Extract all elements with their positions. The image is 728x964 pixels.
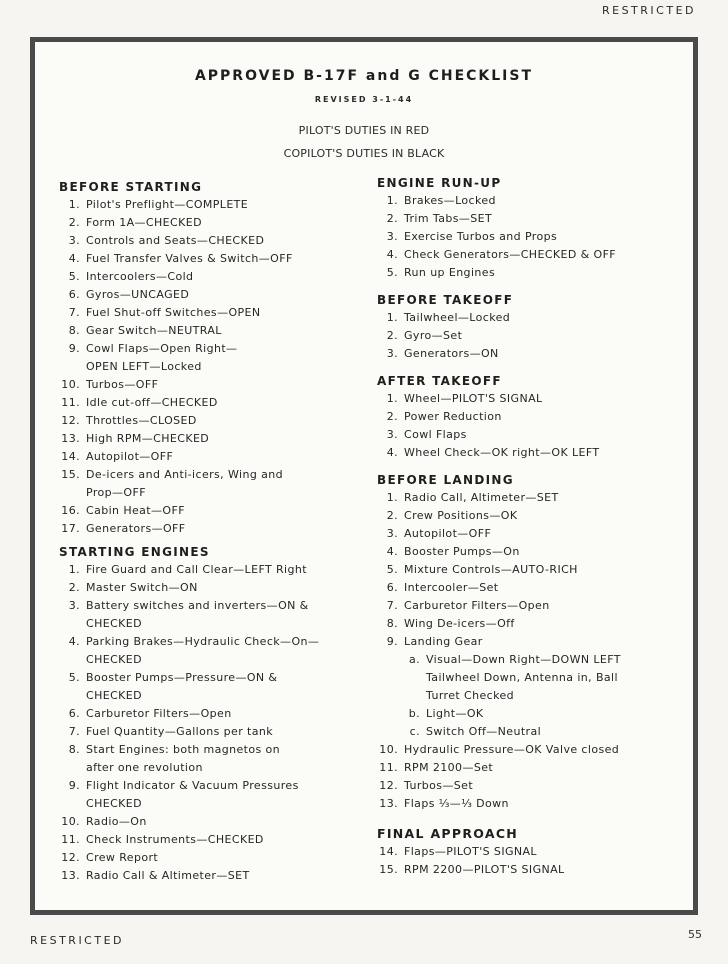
checklist-item bbox=[377, 525, 677, 543]
checklist-item bbox=[59, 669, 359, 705]
item-number: 9. bbox=[68, 342, 80, 355]
section-starting-engines bbox=[59, 543, 359, 885]
checklist-item bbox=[59, 412, 359, 430]
item-number: 4. bbox=[386, 446, 398, 459]
section-engine-run-up bbox=[377, 174, 677, 282]
item-text: Turbos—Set bbox=[404, 779, 474, 792]
pilot-duties-note: PILOT'S DUTIES IN RED bbox=[298, 124, 430, 137]
item-text: Parking Brakes—Hydraulic Check—On— CHECKED bbox=[86, 635, 320, 666]
copilot-duties-note: COPILOT'S DUTIES IN BLACK bbox=[283, 147, 445, 160]
checklist-item bbox=[377, 444, 677, 462]
checklist-item bbox=[377, 210, 677, 228]
item-number: 14. bbox=[61, 450, 80, 463]
checklist-item bbox=[59, 214, 359, 232]
checklist-item bbox=[59, 813, 359, 831]
item-number: 3. bbox=[68, 234, 80, 247]
item-number: 1. bbox=[386, 194, 398, 207]
item-text: Radio Call & Altimeter—SET bbox=[86, 869, 250, 882]
subitem-letter: b. bbox=[408, 707, 420, 720]
checklist-item bbox=[59, 268, 359, 286]
checklist-item bbox=[377, 843, 677, 861]
item-text: Landing Gear bbox=[404, 635, 483, 648]
item-text: Wheel Check—OK right—OK LEFT bbox=[404, 446, 600, 459]
item-number: 16. bbox=[61, 504, 80, 517]
item-number: 13. bbox=[61, 869, 80, 882]
item-text: Radio—On bbox=[86, 815, 147, 828]
checklist-item bbox=[377, 561, 677, 579]
item-text: RPM 2100—Set bbox=[404, 761, 494, 774]
item-number: 6. bbox=[68, 707, 80, 720]
section-heading: AFTER TAKEOFF bbox=[377, 374, 502, 388]
item-text: Controls and Seats—CHECKED bbox=[86, 234, 265, 247]
item-number: 14. bbox=[379, 845, 398, 858]
item-number: 6. bbox=[68, 288, 80, 301]
section-before-starting bbox=[59, 178, 359, 538]
item-number: 15. bbox=[379, 863, 398, 876]
item-number: 1. bbox=[386, 491, 398, 504]
item-number: 5. bbox=[68, 671, 80, 684]
item-text: Cowl Flaps—Open Right— OPEN LEFT—Locked bbox=[86, 342, 238, 373]
item-text: Flaps—PILOT'S SIGNAL bbox=[404, 845, 537, 858]
section-heading: BEFORE LANDING bbox=[377, 473, 514, 487]
item-text: Throttles—CLOSED bbox=[86, 414, 197, 427]
item-text: Cowl Flaps bbox=[404, 428, 467, 441]
checklist-item bbox=[377, 759, 677, 777]
checklist-items bbox=[59, 196, 359, 538]
item-number: 10. bbox=[61, 815, 80, 828]
item-number: 17. bbox=[61, 522, 80, 535]
item-text: Crew Positions—OK bbox=[404, 509, 518, 522]
item-number: 7. bbox=[68, 306, 80, 319]
item-text: Power Reduction bbox=[404, 410, 502, 423]
item-text: Master Switch—ON bbox=[86, 581, 198, 594]
item-number: 15. bbox=[61, 468, 80, 481]
item-number: 1. bbox=[386, 392, 398, 405]
item-number: 8. bbox=[386, 617, 398, 630]
item-text: Radio Call, Altimeter—SET bbox=[404, 491, 559, 504]
checklist-item bbox=[59, 286, 359, 304]
subitem-letter: c. bbox=[409, 725, 420, 738]
checklist-item bbox=[377, 489, 677, 507]
subitem-text: Visual—Down Right—DOWN LEFT Tailwheel Down, Antenna in, Ball Turret Checked bbox=[426, 653, 621, 702]
checklist-item bbox=[59, 561, 359, 579]
item-text: Wheel—PILOT'S SIGNAL bbox=[404, 392, 543, 405]
item-text: Form 1A—CHECKED bbox=[86, 216, 202, 229]
checklist-item bbox=[59, 430, 359, 448]
section-heading: FINAL APPROACH bbox=[377, 826, 519, 841]
section-heading: BEFORE STARTING bbox=[59, 180, 203, 194]
right-column bbox=[377, 174, 677, 879]
item-number: 3. bbox=[386, 527, 398, 540]
item-text: Idle cut-off—CHECKED bbox=[86, 396, 218, 409]
item-text: Intercooler—Set bbox=[404, 581, 499, 594]
checklist-item bbox=[59, 340, 359, 376]
checklist-item bbox=[377, 633, 677, 651]
section-final-approach bbox=[377, 825, 677, 879]
checklist-item bbox=[377, 264, 677, 282]
checklist-subitem bbox=[377, 705, 677, 723]
checklist-item bbox=[59, 394, 359, 412]
item-text: Turbos—OFF bbox=[86, 378, 159, 391]
item-number: 4. bbox=[68, 252, 80, 265]
checklist-item bbox=[377, 795, 677, 813]
item-number: 13. bbox=[61, 432, 80, 445]
item-number: 12. bbox=[61, 851, 80, 864]
checklist-item bbox=[377, 327, 677, 345]
checklist-item bbox=[59, 633, 359, 669]
checklist-item bbox=[59, 867, 359, 885]
section-heading: BEFORE TAKEOFF bbox=[377, 293, 514, 307]
checklist-item bbox=[377, 777, 677, 795]
item-text: Fuel Quantity—Gallons per tank bbox=[86, 725, 274, 738]
item-number: 2. bbox=[68, 581, 80, 594]
item-number: 2. bbox=[386, 329, 398, 342]
item-number: 3. bbox=[386, 428, 398, 441]
item-text: Generators—OFF bbox=[86, 522, 186, 535]
left-column bbox=[59, 178, 359, 885]
checklist-item bbox=[59, 597, 359, 633]
footer-restricted-label: RESTRICTED bbox=[30, 934, 125, 947]
item-text: Autopilot—OFF bbox=[404, 527, 492, 540]
item-number: 10. bbox=[379, 743, 398, 756]
checklist-items bbox=[377, 489, 677, 813]
item-text: Check Generators—CHECKED & OFF bbox=[404, 248, 617, 261]
checklist-item bbox=[59, 849, 359, 867]
item-text: Gyro—Set bbox=[404, 329, 463, 342]
checklist-items bbox=[377, 309, 677, 363]
item-number: 2. bbox=[386, 212, 398, 225]
item-text: Fuel Shut-off Switches—OPEN bbox=[86, 306, 261, 319]
item-text: Check Instruments—CHECKED bbox=[86, 833, 264, 846]
item-text: Flight Indicator & Vacuum Pressures CHECKED bbox=[86, 779, 299, 810]
item-text: RPM 2200—PILOT'S SIGNAL bbox=[404, 863, 565, 876]
checklist-item bbox=[59, 579, 359, 597]
checklist-items bbox=[59, 561, 359, 885]
item-number: 4. bbox=[386, 545, 398, 558]
checklist-frame bbox=[30, 37, 698, 915]
item-text: Trim Tabs—SET bbox=[404, 212, 493, 225]
item-text: Brakes—Locked bbox=[404, 194, 496, 207]
item-number: 8. bbox=[68, 743, 80, 756]
item-text: Autopilot—OFF bbox=[86, 450, 174, 463]
item-text: Wing De-icers—Off bbox=[404, 617, 515, 630]
checklist-item bbox=[59, 322, 359, 340]
item-number: 11. bbox=[61, 396, 80, 409]
header-restricted-label: RESTRICTED bbox=[601, 4, 696, 17]
checklist-item bbox=[59, 741, 359, 777]
item-text: Exercise Turbos and Props bbox=[404, 230, 558, 243]
item-text: Gyros—UNCAGED bbox=[86, 288, 190, 301]
checklist-item bbox=[377, 192, 677, 210]
item-number: 3. bbox=[386, 347, 398, 360]
section-after-takeoff bbox=[377, 372, 677, 462]
item-text: Run up Engines bbox=[404, 266, 496, 279]
checklist-subitem bbox=[377, 651, 677, 705]
section-before-landing bbox=[377, 471, 677, 813]
checklist-item bbox=[59, 466, 359, 502]
checklist-item bbox=[377, 426, 677, 444]
item-text: Pilot's Preflight—COMPLETE bbox=[86, 198, 249, 211]
checklist-item bbox=[377, 507, 677, 525]
item-number: 10. bbox=[61, 378, 80, 391]
checklist-item bbox=[59, 520, 359, 538]
checklist-item bbox=[377, 408, 677, 426]
checklist-item bbox=[59, 777, 359, 813]
checklist-item bbox=[59, 705, 359, 723]
checklist-item bbox=[377, 309, 677, 327]
checklist-item bbox=[377, 228, 677, 246]
item-text: Generators—ON bbox=[404, 347, 499, 360]
item-text: Carburetor Filters—Open bbox=[86, 707, 232, 720]
section-heading: STARTING ENGINES bbox=[59, 545, 210, 559]
item-text: Flaps ⅓—⅓ Down bbox=[404, 797, 509, 810]
checklist-item bbox=[377, 543, 677, 561]
page-title: APPROVED B-17F and G CHECKLIST bbox=[194, 68, 534, 84]
item-number: 7. bbox=[68, 725, 80, 738]
checklist-item bbox=[377, 246, 677, 264]
item-number: 5. bbox=[68, 270, 80, 283]
checklist-item bbox=[59, 304, 359, 322]
item-number: 11. bbox=[379, 761, 398, 774]
checklist-items bbox=[377, 390, 677, 462]
item-text: Fuel Transfer Valves & Switch—OFF bbox=[86, 252, 293, 265]
item-number: 9. bbox=[386, 635, 398, 648]
item-number: 4. bbox=[386, 248, 398, 261]
item-text: Mixture Controls—AUTO-RICH bbox=[404, 563, 578, 576]
item-text: Tailwheel—Locked bbox=[404, 311, 511, 324]
checklist-item bbox=[59, 502, 359, 520]
checklist-subitem bbox=[377, 723, 677, 741]
item-number: 12. bbox=[379, 779, 398, 792]
revised-date: REVISED 3-1-44 bbox=[314, 95, 414, 104]
item-number: 7. bbox=[386, 599, 398, 612]
subitem-text: Switch Off—Neutral bbox=[426, 725, 542, 738]
item-text: High RPM—CHECKED bbox=[86, 432, 210, 445]
item-number: 3. bbox=[386, 230, 398, 243]
item-text: Battery switches and inverters—ON & CHECKED bbox=[86, 599, 309, 630]
checklist-item bbox=[59, 831, 359, 849]
subitem-text: Light—OK bbox=[426, 707, 484, 720]
checklist-item bbox=[59, 232, 359, 250]
item-number: 5. bbox=[386, 563, 398, 576]
section-heading: ENGINE RUN-UP bbox=[377, 176, 502, 190]
checklist-item bbox=[377, 615, 677, 633]
item-number: 5. bbox=[386, 266, 398, 279]
item-text: Crew Report bbox=[86, 851, 159, 864]
item-number: 1. bbox=[386, 311, 398, 324]
item-text: Carburetor Filters—Open bbox=[404, 599, 550, 612]
checklist-items bbox=[377, 192, 677, 282]
item-text: De-icers and Anti-icers, Wing and Prop—OFF bbox=[86, 468, 284, 499]
item-number: 11. bbox=[61, 833, 80, 846]
item-text: Intercoolers—Cold bbox=[86, 270, 194, 283]
checklist-item bbox=[377, 390, 677, 408]
item-number: 1. bbox=[68, 563, 80, 576]
checklist-item bbox=[59, 376, 359, 394]
item-number: 9. bbox=[68, 779, 80, 792]
item-number: 12. bbox=[61, 414, 80, 427]
item-number: 13. bbox=[379, 797, 398, 810]
item-text: Booster Pumps—On bbox=[404, 545, 520, 558]
checklist-item bbox=[377, 741, 677, 759]
checklist-item bbox=[377, 861, 677, 879]
section-before-takeoff bbox=[377, 291, 677, 363]
checklist-item bbox=[377, 579, 677, 597]
checklist-items bbox=[377, 843, 677, 879]
item-number: 4. bbox=[68, 635, 80, 648]
item-number: 3. bbox=[68, 599, 80, 612]
item-number: 2. bbox=[68, 216, 80, 229]
item-number: 6. bbox=[386, 581, 398, 594]
item-text: Hydraulic Pressure—OK Valve closed bbox=[404, 743, 620, 756]
item-text: Gear Switch—NEUTRAL bbox=[86, 324, 222, 337]
item-text: Cabin Heat—OFF bbox=[86, 504, 185, 517]
checklist-item bbox=[59, 448, 359, 466]
checklist-item bbox=[59, 250, 359, 268]
item-text: Booster Pumps—Pressure—ON & CHECKED bbox=[86, 671, 278, 702]
checklist-item bbox=[377, 345, 677, 363]
checklist-item bbox=[59, 196, 359, 214]
page-number: 55 bbox=[688, 928, 702, 941]
checklist-item bbox=[59, 723, 359, 741]
item-text: Fire Guard and Call Clear—LEFT Right bbox=[86, 563, 307, 576]
item-number: 8. bbox=[68, 324, 80, 337]
checklist-item bbox=[377, 597, 677, 615]
item-number: 2. bbox=[386, 410, 398, 423]
subitem-letter: a. bbox=[408, 653, 420, 666]
item-number: 2. bbox=[386, 509, 398, 522]
item-text: Start Engines: both magnetos on after one revolution bbox=[86, 743, 281, 774]
item-number: 1. bbox=[68, 198, 80, 211]
